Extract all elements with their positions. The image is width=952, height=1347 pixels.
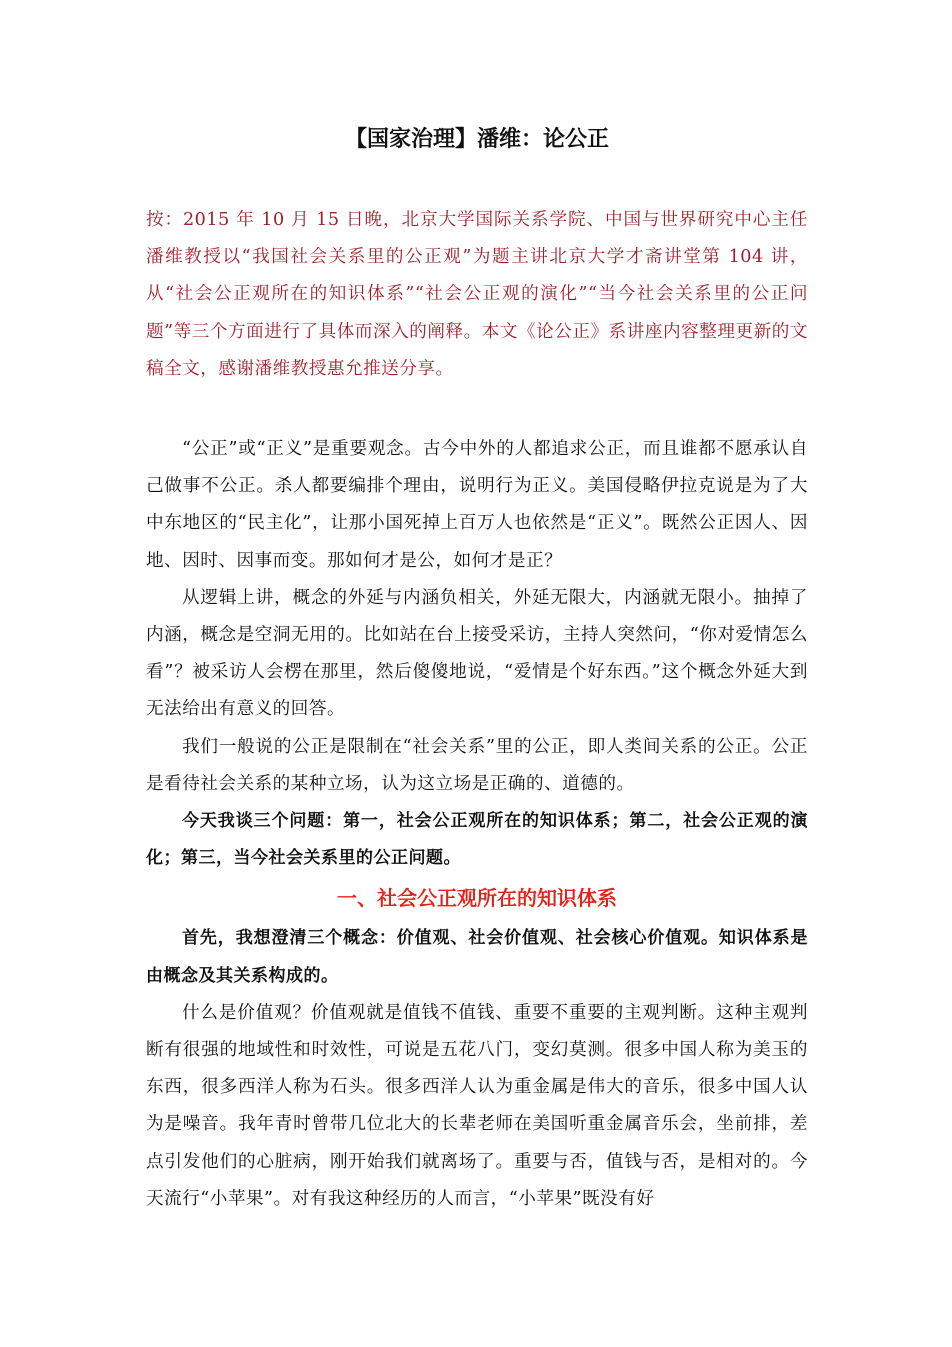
- document-body: [146, 202, 808, 1218]
- body-paragraph-1: “公正”或“正义”是重要观念。古今中外的人都追求公正，而且谁都不愿承认自己做事不公正。杀人都要编排个理由，说明行为正义。美国侵略伊拉克说是为了大中东地区的“民主化”，让那小国死掉上百万人也依然是“正义”。既然公正因人、因地、因时、因事而变。那如何才是公，如何才是正？: [146, 439, 808, 571]
- document-title: 【国家治理】潘维：论公正: [344, 127, 609, 152]
- body-paragraph-4-bold: 今天我谈三个问题：第一，社会公正观所在的知识体系；第二，社会公正观的演化；第三，当今社会关系里的公正问题。: [146, 811, 808, 869]
- body-paragraph-5-bold: 首先，我想澄清三个概念：价值观、社会价值观、社会核心价值观。知识体系是由概念及其关系构成的。: [146, 928, 808, 986]
- body-paragraph-2: 从逻辑上讲，概念的外延与内涵负相关，外延无限大，内涵就无限小。抽掉了内涵，概念是空洞无用的。比如站在台上接受采访，主持人突然问，“你对爱情怎么看”？被采访人会楞在那里，然后傻傻地说，“爱情是个好东西。”这个概念外延大到无法给出有意义的回答。: [146, 587, 808, 720]
- intro-note: 按：2015 年 10 月 15 日晚，北京大学国际关系学院、中国与世界研究中心主任潘维教授以“我国社会关系里的公正观”为题主讲北京大学才斋讲堂第 104 讲，从“社会公正观所在的知识体系”“社会公正观的演化”“当今社会关系里的公正问题”等三个方面进行了具体而深入的阐释。本文《论公正》系讲座内容整理更新的文稿全文，感谢潘维教授惠允推送分享。: [146, 210, 808, 379]
- body-paragraph-6: 什么是价值观？价值观就是值钱不值钱、重要不重要的主观判断。这种主观判断有很强的地域性和时效性，可说是五花八门，变幻莫测。很多中国人称为美玉的东西，很多西洋人称为石头。很多西洋人认为重金属是伟大的音乐，很多中国人认为是噪音。我年青时曾带几位北大的长辈老师在美国听重金属音乐会，坐前排，差点引发他们的心脏病，刚开始我们就离场了。重要与否，值钱与否，是相对的。今天流行“小苹果”。对有我这种经历的人而言，“小苹果”既没有好: [146, 1002, 808, 1209]
- spacer: [146, 388, 808, 431]
- body-paragraph-3: 我们一般说的公正是限制在“社会关系”里的公正，即人类间关系的公正。公正是看待社会关系的某种立场，认为这立场是正确的、道德的。: [146, 736, 808, 794]
- section-heading-1: 一、社会公正观所在的知识体系: [337, 886, 617, 911]
